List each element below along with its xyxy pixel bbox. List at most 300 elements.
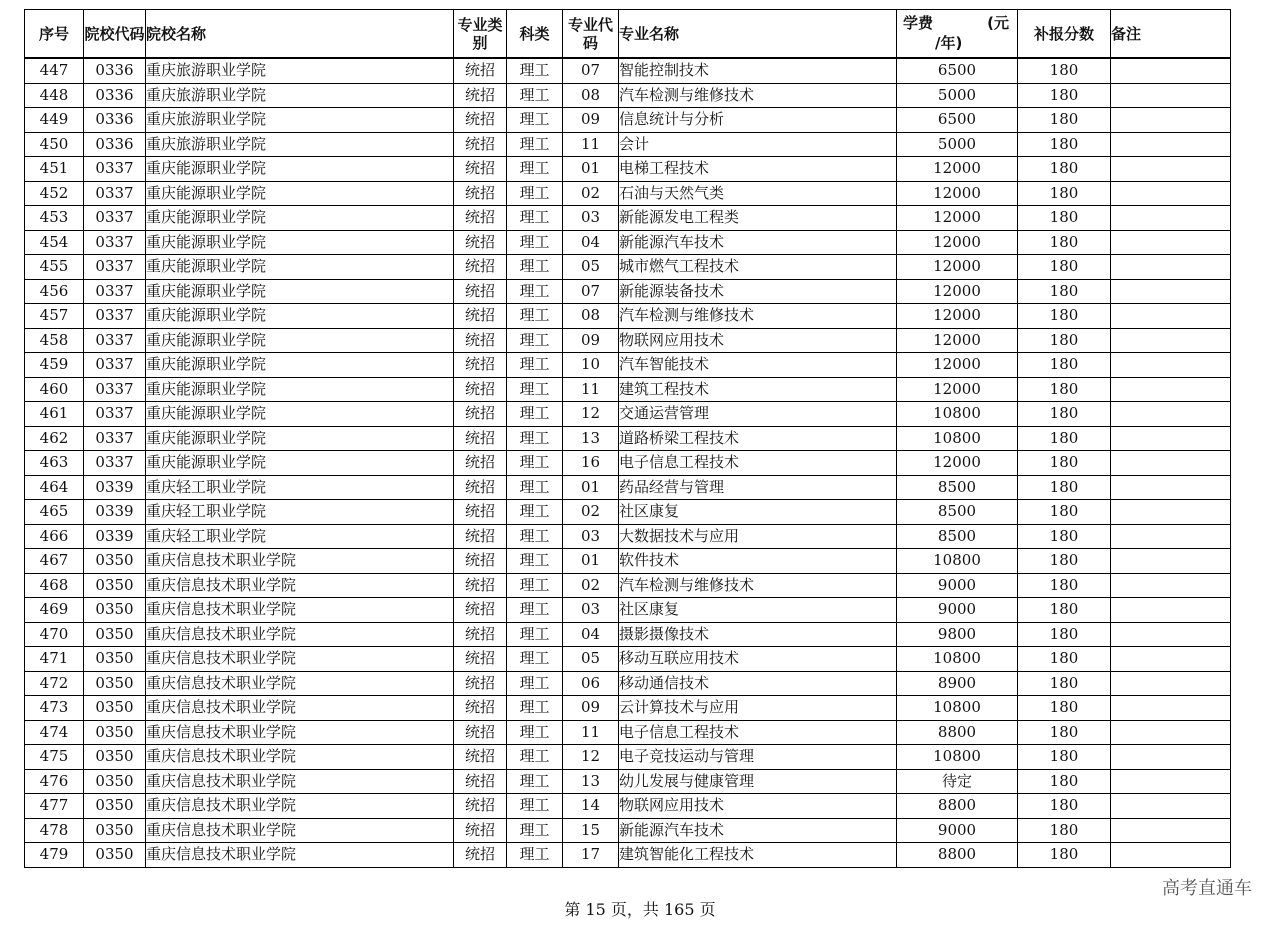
cell-school-code: 0339 — [84, 475, 146, 500]
cell-subject: 理工 — [507, 230, 563, 255]
cell-major-code: 09 — [563, 696, 619, 721]
cell-remarks — [1111, 451, 1231, 476]
cell-seq: 469 — [25, 598, 84, 623]
cell-subject: 理工 — [507, 377, 563, 402]
cell-major-name: 会计 — [619, 132, 897, 157]
cell-tuition: 8800 — [897, 843, 1018, 868]
cell-remarks — [1111, 230, 1231, 255]
cell-school-code: 0350 — [84, 843, 146, 868]
cell-major-category: 统招 — [454, 328, 507, 353]
header-supplement-score: 补报分数 — [1018, 10, 1111, 59]
cell-major-name: 药品经营与管理 — [619, 475, 897, 500]
cell-major-category: 统招 — [454, 402, 507, 427]
cell-seq: 465 — [25, 500, 84, 525]
cell-subject: 理工 — [507, 475, 563, 500]
cell-major-category: 统招 — [454, 58, 507, 83]
table-row — [25, 132, 1231, 157]
cell-school-code: 0337 — [84, 451, 146, 476]
cell-subject: 理工 — [507, 671, 563, 696]
cell-school-name: 重庆能源职业学院 — [146, 328, 454, 353]
table-row — [25, 573, 1231, 598]
cell-remarks — [1111, 598, 1231, 623]
cell-supplement-score: 180 — [1018, 769, 1111, 794]
table-row — [25, 426, 1231, 451]
cell-major-name: 电子信息工程技术 — [619, 451, 897, 476]
cell-seq: 471 — [25, 647, 84, 672]
cell-subject: 理工 — [507, 549, 563, 574]
cell-major-category: 统招 — [454, 573, 507, 598]
cell-major-code: 10 — [563, 353, 619, 378]
table-row — [25, 647, 1231, 672]
cell-subject: 理工 — [507, 622, 563, 647]
table-row — [25, 377, 1231, 402]
cell-seq: 463 — [25, 451, 84, 476]
cell-major-name: 摄影摄像技术 — [619, 622, 897, 647]
cell-major-name: 汽车智能技术 — [619, 353, 897, 378]
cell-major-code: 03 — [563, 206, 619, 231]
cell-major-category: 统招 — [454, 83, 507, 108]
cell-school-code: 0337 — [84, 230, 146, 255]
table-row — [25, 328, 1231, 353]
cell-school-name: 重庆信息技术职业学院 — [146, 843, 454, 868]
cell-major-name: 信息统计与分析 — [619, 108, 897, 133]
cell-major-name: 物联网应用技术 — [619, 328, 897, 353]
cell-school-name: 重庆轻工职业学院 — [146, 475, 454, 500]
cell-major-category: 统招 — [454, 255, 507, 280]
cell-school-code: 0336 — [84, 83, 146, 108]
cell-tuition: 9000 — [897, 818, 1018, 843]
cell-remarks — [1111, 157, 1231, 182]
cell-supplement-score: 180 — [1018, 818, 1111, 843]
cell-supplement-score: 180 — [1018, 451, 1111, 476]
cell-tuition: 12000 — [897, 304, 1018, 329]
cell-major-name: 道路桥梁工程技术 — [619, 426, 897, 451]
cell-tuition: 9000 — [897, 598, 1018, 623]
cell-supplement-score: 180 — [1018, 328, 1111, 353]
cell-supplement-score: 180 — [1018, 132, 1111, 157]
cell-major-name: 社区康复 — [619, 500, 897, 525]
header-major-category: 专业类别 — [454, 10, 507, 59]
cell-supplement-score: 180 — [1018, 549, 1111, 574]
cell-seq: 479 — [25, 843, 84, 868]
cell-remarks — [1111, 353, 1231, 378]
cell-school-name: 重庆旅游职业学院 — [146, 132, 454, 157]
cell-tuition: 待定 — [897, 769, 1018, 794]
cell-subject: 理工 — [507, 206, 563, 231]
table-row — [25, 206, 1231, 231]
cell-school-name: 重庆能源职业学院 — [146, 157, 454, 182]
cell-supplement-score: 180 — [1018, 230, 1111, 255]
cell-major-category: 统招 — [454, 720, 507, 745]
cell-school-code: 0336 — [84, 132, 146, 157]
cell-school-name: 重庆信息技术职业学院 — [146, 769, 454, 794]
cell-school-code: 0337 — [84, 255, 146, 280]
cell-school-name: 重庆信息技术职业学院 — [146, 549, 454, 574]
cell-major-name: 大数据技术与应用 — [619, 524, 897, 549]
cell-major-name: 移动互联应用技术 — [619, 647, 897, 672]
cell-major-code: 11 — [563, 720, 619, 745]
cell-subject: 理工 — [507, 573, 563, 598]
cell-seq: 454 — [25, 230, 84, 255]
cell-tuition: 8900 — [897, 671, 1018, 696]
cell-major-name: 新能源汽车技术 — [619, 818, 897, 843]
cell-major-name: 社区康复 — [619, 598, 897, 623]
cell-major-name: 汽车检测与维修技术 — [619, 573, 897, 598]
cell-school-name: 重庆旅游职业学院 — [146, 58, 454, 83]
cell-major-category: 统招 — [454, 426, 507, 451]
table-row — [25, 353, 1231, 378]
cell-subject: 理工 — [507, 745, 563, 770]
cell-remarks — [1111, 181, 1231, 206]
cell-school-name: 重庆能源职业学院 — [146, 206, 454, 231]
cell-major-code: 02 — [563, 181, 619, 206]
cell-seq: 458 — [25, 328, 84, 353]
cell-subject: 理工 — [507, 769, 563, 794]
cell-remarks — [1111, 304, 1231, 329]
cell-major-name: 智能控制技术 — [619, 58, 897, 83]
cell-school-name: 重庆能源职业学院 — [146, 255, 454, 280]
cell-major-category: 统招 — [454, 353, 507, 378]
cell-major-name: 幼儿发展与健康管理 — [619, 769, 897, 794]
cell-subject: 理工 — [507, 794, 563, 819]
table-row — [25, 83, 1231, 108]
cell-tuition: 8500 — [897, 475, 1018, 500]
cell-remarks — [1111, 647, 1231, 672]
cell-tuition: 8800 — [897, 720, 1018, 745]
cell-remarks — [1111, 794, 1231, 819]
cell-tuition: 12000 — [897, 255, 1018, 280]
cell-major-code: 17 — [563, 843, 619, 868]
cell-school-name: 重庆旅游职业学院 — [146, 108, 454, 133]
cell-major-category: 统招 — [454, 843, 507, 868]
cell-subject: 理工 — [507, 818, 563, 843]
cell-remarks — [1111, 696, 1231, 721]
cell-major-code: 04 — [563, 622, 619, 647]
cell-major-category: 统招 — [454, 769, 507, 794]
cell-supplement-score: 180 — [1018, 794, 1111, 819]
cell-seq: 466 — [25, 524, 84, 549]
table-row — [25, 304, 1231, 329]
table-row — [25, 279, 1231, 304]
cell-major-code: 16 — [563, 451, 619, 476]
cell-major-name: 交通运营管理 — [619, 402, 897, 427]
cell-major-category: 统招 — [454, 206, 507, 231]
cell-tuition: 12000 — [897, 230, 1018, 255]
cell-major-category: 统招 — [454, 745, 507, 770]
cell-supplement-score: 180 — [1018, 353, 1111, 378]
cell-supplement-score: 180 — [1018, 696, 1111, 721]
header-tuition-label: 学费 — [903, 14, 934, 32]
cell-school-code: 0350 — [84, 549, 146, 574]
cell-tuition: 8500 — [897, 524, 1018, 549]
cell-tuition: 9000 — [897, 573, 1018, 598]
cell-seq: 449 — [25, 108, 84, 133]
cell-major-code: 09 — [563, 328, 619, 353]
cell-major-name: 软件技术 — [619, 549, 897, 574]
cell-school-name: 重庆轻工职业学院 — [146, 524, 454, 549]
cell-major-name: 石油与天然气类 — [619, 181, 897, 206]
table-row — [25, 524, 1231, 549]
cell-major-code: 11 — [563, 132, 619, 157]
table-row — [25, 622, 1231, 647]
table-row — [25, 549, 1231, 574]
cell-major-code: 04 — [563, 230, 619, 255]
table-row — [25, 794, 1231, 819]
cell-school-code: 0350 — [84, 818, 146, 843]
cell-major-name: 城市燃气工程技术 — [619, 255, 897, 280]
cell-tuition: 12000 — [897, 157, 1018, 182]
cell-school-name: 重庆信息技术职业学院 — [146, 745, 454, 770]
table-row — [25, 108, 1231, 133]
cell-remarks — [1111, 328, 1231, 353]
cell-major-name: 新能源汽车技术 — [619, 230, 897, 255]
cell-school-name: 重庆能源职业学院 — [146, 451, 454, 476]
cell-supplement-score: 180 — [1018, 402, 1111, 427]
cell-subject: 理工 — [507, 328, 563, 353]
cell-remarks — [1111, 279, 1231, 304]
cell-subject: 理工 — [507, 843, 563, 868]
cell-remarks — [1111, 720, 1231, 745]
cell-school-code: 0337 — [84, 279, 146, 304]
cell-major-category: 统招 — [454, 230, 507, 255]
cell-major-name: 电梯工程技术 — [619, 157, 897, 182]
admissions-table — [24, 9, 1231, 868]
cell-supplement-score: 180 — [1018, 255, 1111, 280]
cell-school-code: 0350 — [84, 622, 146, 647]
cell-supplement-score: 180 — [1018, 206, 1111, 231]
cell-school-name: 重庆能源职业学院 — [146, 353, 454, 378]
cell-school-code: 0337 — [84, 402, 146, 427]
cell-tuition: 5000 — [897, 83, 1018, 108]
cell-major-name: 建筑工程技术 — [619, 377, 897, 402]
cell-remarks — [1111, 500, 1231, 525]
cell-subject: 理工 — [507, 598, 563, 623]
cell-supplement-score: 180 — [1018, 475, 1111, 500]
cell-school-name: 重庆信息技术职业学院 — [146, 794, 454, 819]
table-row — [25, 598, 1231, 623]
cell-major-code: 01 — [563, 157, 619, 182]
header-school-name: 院校名称 — [146, 10, 454, 59]
table-row — [25, 500, 1231, 525]
cell-seq: 470 — [25, 622, 84, 647]
cell-subject: 理工 — [507, 304, 563, 329]
cell-major-code: 13 — [563, 426, 619, 451]
cell-remarks — [1111, 622, 1231, 647]
cell-remarks — [1111, 475, 1231, 500]
cell-school-code: 0350 — [84, 720, 146, 745]
cell-subject: 理工 — [507, 647, 563, 672]
header-tuition-unit-a: (元 — [987, 14, 1009, 32]
cell-supplement-score: 180 — [1018, 598, 1111, 623]
cell-school-name: 重庆信息技术职业学院 — [146, 598, 454, 623]
cell-school-code: 0350 — [84, 598, 146, 623]
cell-subject: 理工 — [507, 353, 563, 378]
cell-tuition: 10800 — [897, 647, 1018, 672]
table-row — [25, 843, 1231, 868]
cell-remarks — [1111, 402, 1231, 427]
cell-tuition: 9800 — [897, 622, 1018, 647]
cell-subject: 理工 — [507, 58, 563, 83]
cell-supplement-score: 180 — [1018, 377, 1111, 402]
cell-subject: 理工 — [507, 451, 563, 476]
cell-major-code: 03 — [563, 598, 619, 623]
watermark: 高考直通车 — [1162, 878, 1252, 899]
cell-seq: 447 — [25, 58, 84, 83]
cell-remarks — [1111, 843, 1231, 868]
cell-tuition: 12000 — [897, 377, 1018, 402]
cell-major-category: 统招 — [454, 598, 507, 623]
cell-major-category: 统招 — [454, 647, 507, 672]
cell-major-code: 03 — [563, 524, 619, 549]
cell-school-code: 0337 — [84, 377, 146, 402]
cell-school-code: 0350 — [84, 671, 146, 696]
cell-remarks — [1111, 83, 1231, 108]
cell-school-name: 重庆能源职业学院 — [146, 304, 454, 329]
cell-school-name: 重庆信息技术职业学院 — [146, 818, 454, 843]
cell-school-name: 重庆信息技术职业学院 — [146, 573, 454, 598]
cell-supplement-score: 180 — [1018, 58, 1111, 83]
cell-major-name: 新能源装备技术 — [619, 279, 897, 304]
cell-supplement-score: 180 — [1018, 500, 1111, 525]
cell-school-code: 0337 — [84, 157, 146, 182]
cell-seq: 467 — [25, 549, 84, 574]
cell-school-code: 0337 — [84, 426, 146, 451]
cell-major-code: 14 — [563, 794, 619, 819]
cell-major-category: 统招 — [454, 377, 507, 402]
cell-remarks — [1111, 255, 1231, 280]
cell-school-name: 重庆旅游职业学院 — [146, 83, 454, 108]
cell-major-category: 统招 — [454, 157, 507, 182]
table-row — [25, 475, 1231, 500]
cell-seq: 453 — [25, 206, 84, 231]
cell-school-name: 重庆能源职业学院 — [146, 279, 454, 304]
cell-remarks — [1111, 573, 1231, 598]
cell-supplement-score: 180 — [1018, 622, 1111, 647]
cell-subject: 理工 — [507, 500, 563, 525]
cell-tuition: 5000 — [897, 132, 1018, 157]
cell-subject: 理工 — [507, 255, 563, 280]
cell-tuition: 10800 — [897, 402, 1018, 427]
cell-school-name: 重庆能源职业学院 — [146, 230, 454, 255]
cell-supplement-score: 180 — [1018, 671, 1111, 696]
table-row — [25, 745, 1231, 770]
cell-subject: 理工 — [507, 524, 563, 549]
cell-tuition: 6500 — [897, 58, 1018, 83]
cell-major-code: 02 — [563, 573, 619, 598]
cell-school-code: 0339 — [84, 500, 146, 525]
cell-supplement-score: 180 — [1018, 843, 1111, 868]
cell-subject: 理工 — [507, 83, 563, 108]
cell-major-name: 汽车检测与维修技术 — [619, 83, 897, 108]
cell-tuition: 8800 — [897, 794, 1018, 819]
cell-supplement-score: 180 — [1018, 157, 1111, 182]
cell-school-code: 0350 — [84, 794, 146, 819]
cell-seq: 452 — [25, 181, 84, 206]
cell-major-category: 统招 — [454, 622, 507, 647]
cell-tuition: 12000 — [897, 328, 1018, 353]
cell-major-name: 汽车检测与维修技术 — [619, 304, 897, 329]
cell-major-category: 统招 — [454, 671, 507, 696]
cell-subject: 理工 — [507, 426, 563, 451]
cell-major-code: 15 — [563, 818, 619, 843]
table-row — [25, 255, 1231, 280]
cell-major-category: 统招 — [454, 108, 507, 133]
header-major-name: 专业名称 — [619, 10, 897, 59]
cell-major-code: 09 — [563, 108, 619, 133]
cell-school-code: 0337 — [84, 353, 146, 378]
cell-major-name: 云计算技术与应用 — [619, 696, 897, 721]
cell-supplement-score: 180 — [1018, 720, 1111, 745]
cell-seq: 474 — [25, 720, 84, 745]
cell-school-name: 重庆能源职业学院 — [146, 181, 454, 206]
table-row — [25, 720, 1231, 745]
cell-school-code: 0337 — [84, 181, 146, 206]
table-row — [25, 157, 1231, 182]
cell-school-code: 0336 — [84, 108, 146, 133]
cell-seq: 456 — [25, 279, 84, 304]
table-row — [25, 696, 1231, 721]
cell-tuition: 12000 — [897, 181, 1018, 206]
cell-tuition: 6500 — [897, 108, 1018, 133]
table-row — [25, 58, 1231, 83]
cell-major-code: 01 — [563, 549, 619, 574]
cell-seq: 448 — [25, 83, 84, 108]
cell-major-code: 07 — [563, 58, 619, 83]
cell-major-code: 05 — [563, 255, 619, 280]
header-school-code: 院校代码 — [84, 10, 146, 59]
cell-seq: 475 — [25, 745, 84, 770]
cell-school-code: 0350 — [84, 647, 146, 672]
cell-seq: 455 — [25, 255, 84, 280]
cell-major-category: 统招 — [454, 500, 507, 525]
cell-remarks — [1111, 132, 1231, 157]
cell-major-name: 电子竞技运动与管理 — [619, 745, 897, 770]
cell-major-code: 08 — [563, 83, 619, 108]
cell-seq: 464 — [25, 475, 84, 500]
cell-supplement-score: 180 — [1018, 573, 1111, 598]
cell-subject: 理工 — [507, 402, 563, 427]
cell-school-name: 重庆轻工职业学院 — [146, 500, 454, 525]
cell-remarks — [1111, 818, 1231, 843]
cell-seq: 451 — [25, 157, 84, 182]
cell-school-code: 0350 — [84, 745, 146, 770]
cell-major-code: 06 — [563, 671, 619, 696]
cell-school-code: 0337 — [84, 328, 146, 353]
header-tuition-unit-b: /年) — [935, 34, 963, 52]
cell-major-name: 建筑智能化工程技术 — [619, 843, 897, 868]
cell-supplement-score: 180 — [1018, 647, 1111, 672]
header-seq: 序号 — [25, 10, 84, 59]
cell-tuition: 12000 — [897, 206, 1018, 231]
cell-tuition: 12000 — [897, 353, 1018, 378]
cell-school-code: 0350 — [84, 696, 146, 721]
cell-seq: 468 — [25, 573, 84, 598]
cell-subject: 理工 — [507, 279, 563, 304]
cell-major-code: 02 — [563, 500, 619, 525]
cell-seq: 476 — [25, 769, 84, 794]
cell-major-name: 电子信息工程技术 — [619, 720, 897, 745]
cell-seq: 461 — [25, 402, 84, 427]
table-row — [25, 818, 1231, 843]
cell-seq: 450 — [25, 132, 84, 157]
table-row — [25, 671, 1231, 696]
cell-supplement-score: 180 — [1018, 83, 1111, 108]
table-row — [25, 769, 1231, 794]
cell-remarks — [1111, 549, 1231, 574]
cell-supplement-score: 180 — [1018, 108, 1111, 133]
cell-major-category: 统招 — [454, 181, 507, 206]
cell-tuition: 10800 — [897, 696, 1018, 721]
